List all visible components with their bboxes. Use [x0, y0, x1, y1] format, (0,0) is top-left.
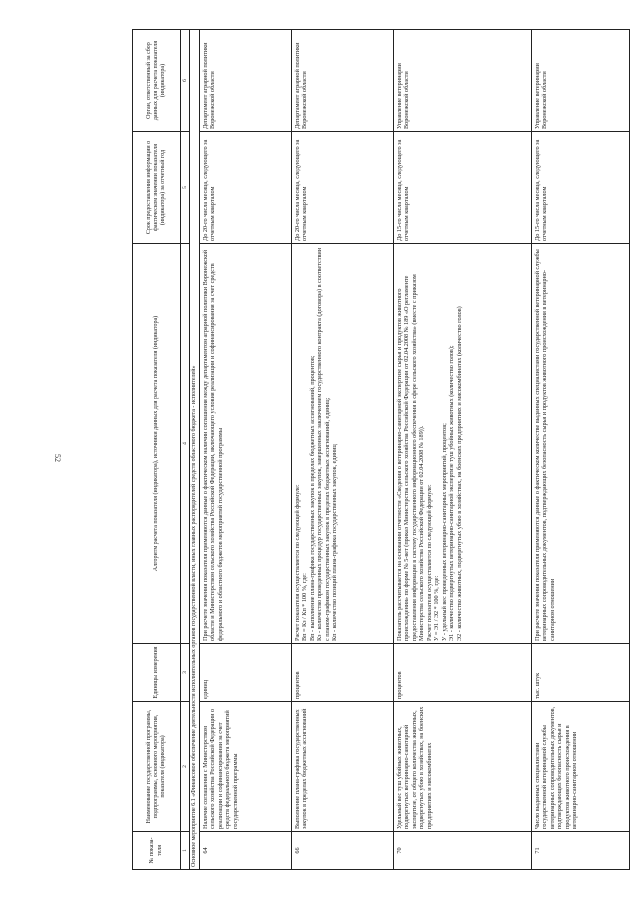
- responsible-body: Департамент аграрной политики Воронежской области: [200, 30, 292, 132]
- header-cell-name: Наименование государственной программы, подпрограммы, основного мероприятия, показателя (индикатора): [133, 702, 181, 832]
- table-row: [292, 30, 394, 870]
- indicator-name: Наличие соглашения с Министерством сельского хозяйства Российской Федерации о реализации и софинансировании за счет средств федерального бюджета мероприятий государственной программы: [200, 702, 292, 832]
- column-number: 2: [181, 702, 190, 832]
- row-number: 66: [292, 832, 394, 870]
- deadline: До 15-го числа месяца, следующего за отчетным кварталом: [394, 132, 532, 244]
- table-row: [200, 30, 292, 870]
- algorithm-line: Показатель рассчитывается на основании отчетности «Сведения о ветеринарно-санитарной экспертизе сырья и продуктов животного происхождения» по форме № 5-вет (приказ Министерства сельского хозяйства Российской Федерации от 02.04.2008 № 189 «О регламенте предоставления информации в систему государственного информационного обеспечения в сфере сельского хозяйства» (вместе с приказом Министерства сельского хозяйства Российской Федерации от 02.04.2008 № 189)).: [395, 274, 426, 641]
- responsible-body: Департамент аграрной политики Воронежской области: [292, 30, 394, 132]
- indicator-name: Удельный вес туш убойных животных, подвергнутых ветеринарно-санитарной экспертизе, от общего количества животных, подвергнутых убою в хозяйствах, на боенских предприятиях и мясокомбинатах: [394, 702, 532, 832]
- indicator-name: Выполнение плана-графика государственных закупок в пределах бюджетных ассигнований: [292, 702, 394, 832]
- column-number: 5: [181, 132, 190, 244]
- deadline: До 20-го числа месяца, следующего за отчетным кварталом: [200, 132, 292, 244]
- rotated-table-container: [132, 30, 632, 870]
- row-number: 71: [532, 832, 630, 870]
- algorithm-line: Э2 - количество животных, подвергнутых убою в хозяйствах, на боенских предприятиях и мясокомбинатах (количество голов): [456, 306, 464, 641]
- algorithm-line: Вп = Кз / Кп * 100 %, где:: [301, 573, 309, 641]
- algorithm-line: При расчете значения показателя применяются данные о фактическом наличии соглашения между департаментом аграрной политики Воронежской области и Министерством сельского хозяйства Российской Федерации, включающего условия реализации и софинансирования за счет средств федерального и областного бюджетов мероприятий государственной программы: [201, 249, 224, 641]
- unit: единиц: [200, 644, 292, 702]
- responsible-body: Управление ветеринарии Воронежской области: [394, 30, 532, 132]
- algorithm-line: У = Э1 / Э2 * 100 %, где:: [433, 575, 441, 641]
- algorithm: [394, 244, 532, 644]
- section-row: [189, 30, 199, 870]
- row-number: 70: [394, 832, 532, 870]
- header-row: [133, 30, 181, 870]
- header-cell-algorithm: Алгоритм расчета показателя (индикатора), источники данных для расчета показателя (индикатора): [133, 244, 181, 644]
- algorithm-line: Э1 - количество подвергнутых ветеринарно-санитарной экспертизе туш убойных животных (количество голов);: [448, 345, 456, 641]
- algorithm-line: Вп - выполнение плана-графика государственных закупок в пределах бюджетных ассигнований, процентов;: [308, 355, 316, 641]
- column-number: 6: [181, 30, 190, 132]
- section-title: Основное мероприятие 6.1 «Финансовое обеспечение деятельности исполнительных органов государственной власти, иных главных распорядителей средств областного бюджета - исполнителей»: [189, 30, 199, 870]
- header-cell-deadline: Срок предоставления информации о фактическом значении показателя (индикатора) за отчетный год: [133, 132, 181, 244]
- responsible-body: Управление ветеринарии Воронежской области: [532, 30, 630, 132]
- algorithm: [200, 244, 292, 644]
- algorithm-line: При расчете значения показателя применяются данные о фактическом количестве выданных специалистами государственной ветеринарной службы ветеринарных сопроводительных документов, подтверждающих безопасность сырья и продуктов животного происхождения в ветеринарно-санитарном отношении: [533, 249, 556, 641]
- indicator-name: Число выданных специалистами государственной ветеринарной службы ветеринарных сопроводительных документов, подтверждающих безопасность сырья и продуктов животного происхождения в ветеринарно-санитарном отношении: [532, 702, 630, 832]
- row-number: 64: [200, 832, 292, 870]
- column-number: 4: [181, 244, 190, 644]
- algorithm-line: Расчет показателя осуществляется по следующей формуле:: [293, 484, 301, 641]
- deadline: До 15-го числа месяца, следующего за отчетным кварталом: [532, 132, 630, 244]
- unit: процентов: [292, 644, 394, 702]
- unit: тыс. штук: [532, 644, 630, 702]
- unit: процентов: [394, 644, 532, 702]
- page-number: 52: [53, 454, 62, 462]
- column-number: 1: [181, 832, 190, 870]
- indicator-table: [132, 29, 630, 870]
- header-cell-unit: Единицы измерения: [133, 644, 181, 702]
- column-number-row: [181, 30, 190, 870]
- header-cell-responsible: Орган, ответственный за сбор данных для расчета показателя (индикатора): [133, 30, 181, 132]
- algorithm-line: Кп - количество позиций плана-графика государственных закупок, единиц: [331, 444, 339, 641]
- algorithm-line: У - удельный вес проведенных ветеринарно-санитарных мероприятий, процентов;: [440, 423, 448, 641]
- table-row: [532, 30, 630, 870]
- header-cell-number: № показа-теля: [133, 832, 181, 870]
- algorithm-line: Расчет показателя осуществляется по следующей формуле:: [425, 484, 433, 641]
- table-row: [394, 30, 532, 870]
- deadline: До 20-го числа месяца, следующего за отчетным кварталом: [292, 132, 394, 244]
- column-number: 3: [181, 644, 190, 702]
- algorithm-line: Кз - количество проведенных процедур государственных закупок, завершенных заключением государственного контракта (договора) в соответствии с планом-графиком государственных закупок в пределах бюджетных ассигнований, единиц;: [316, 247, 331, 641]
- algorithm: [532, 244, 630, 644]
- algorithm: [292, 244, 394, 644]
